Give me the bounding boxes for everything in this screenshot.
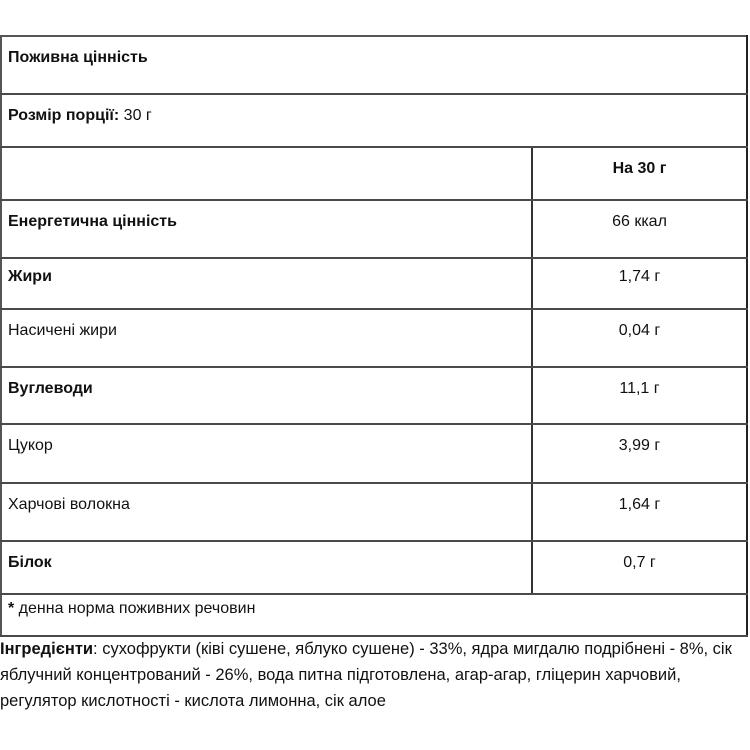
column-header-row <box>1 147 747 200</box>
row-value: 1,64 г <box>618 496 661 513</box>
footnote-marker: * <box>8 600 15 617</box>
row-label: Вуглеводи <box>8 380 93 397</box>
serving-size-row <box>1 94 747 147</box>
row-value: 66 ккал <box>612 213 667 230</box>
row-value: 1,74 г <box>618 268 661 285</box>
table-title-row <box>1 36 747 94</box>
row-label: Енергетична цінність <box>8 213 177 230</box>
empty-header-cell <box>1 147 532 200</box>
row-label: Цукор <box>8 437 53 454</box>
row-value: 0,04 г <box>618 322 661 339</box>
footnote-row <box>1 594 747 636</box>
table-row <box>1 258 747 309</box>
row-value: 3,99 г <box>618 437 661 454</box>
row-label: Білок <box>8 554 52 571</box>
row-label: Харчові волокна <box>8 496 130 513</box>
ingredients-text: : сухофрукти (ківі сушене, яблуко сушене) - 33%, ядра мигдалю подрібнені - 8%, сік яблучний концентрований - 26%, вода питна підготовлена, агар-агар, гліцерин харчовий, регулятор кислотності - кислота лимонна, сік алое <box>0 640 732 710</box>
table-row <box>1 424 747 483</box>
column-header-per-serving: На 30 г <box>612 160 667 177</box>
table-title: Поживна цінність <box>8 49 148 66</box>
table-row <box>1 367 747 424</box>
row-label: Жири <box>8 268 52 285</box>
nutrition-table <box>0 35 748 637</box>
serving-size-label: Розмір порції: <box>8 107 120 124</box>
table-row <box>1 200 747 258</box>
row-value: 0,7 г <box>623 554 656 571</box>
footnote-text: денна норма поживних речовин <box>14 600 256 617</box>
serving-size-value: 30 г <box>119 107 152 124</box>
row-label: Насичені жири <box>8 322 117 339</box>
table-row <box>1 309 747 367</box>
row-value: 11,1 г <box>619 380 660 397</box>
ingredients-label: Інгредієнти <box>0 640 94 658</box>
ingredients-paragraph <box>0 636 745 714</box>
table-row <box>1 541 747 594</box>
table-row <box>1 483 747 541</box>
